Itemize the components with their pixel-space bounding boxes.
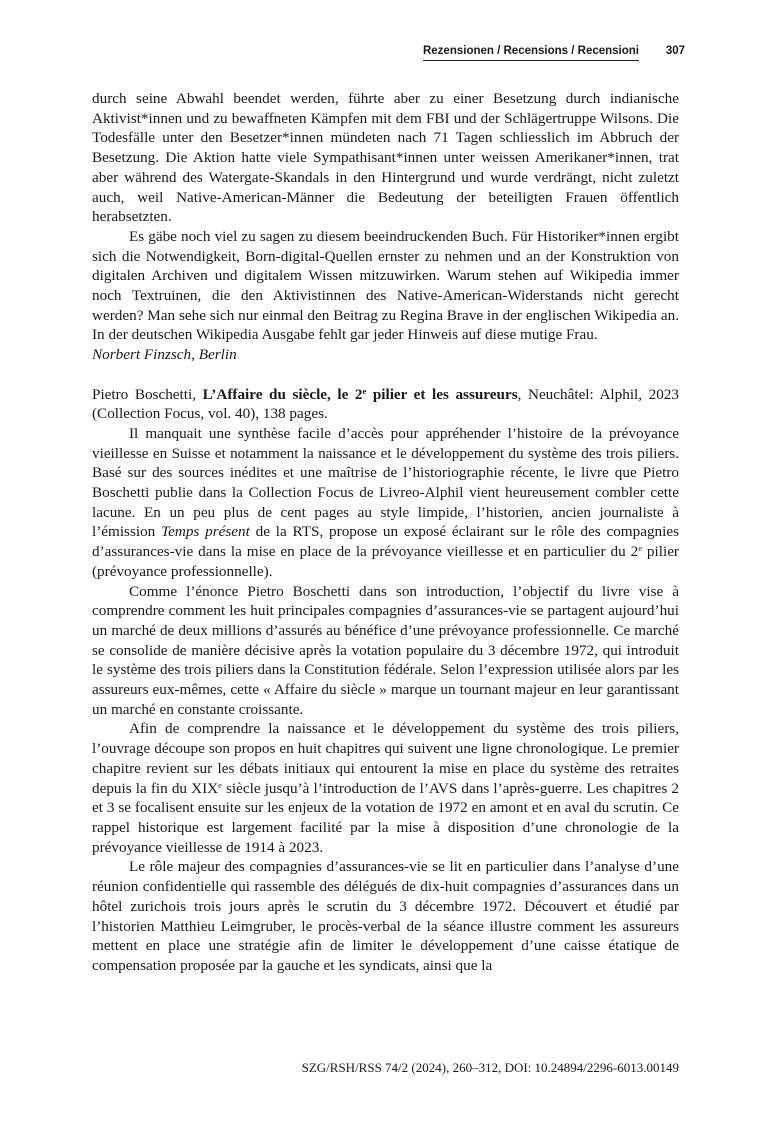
running-head [92, 45, 685, 67]
emission-title: Temps présent [161, 523, 250, 541]
journal-footer: SZG/RSH/RSS 74/2 (2024), 260–312, DOI: 10.24894/2296-6013.00149 [301, 1060, 679, 1075]
review2-paragraph-4: Le rôle majeur des compagnies d’assurances-vie se lit en particulier dans l’analyse d’une réunion confidentielle qui rassemble des délégués de dix-huit compagnies d’assurances dans un hôtel zurichois trois jours après le scrutin du 3 décembre 1972. Découvert et étudié par l’historien Matthieu Leimgruber, le procès-verbal de la séance illustre comment les assureurs mettent en place une stratégie afin de limiter le développement d’une caisse étatique de compensation proposée par la gauche et les syndicats, ainsi que la [92, 858, 679, 974]
section-title: Rezensionen / Recensions / Recensioni [423, 45, 639, 61]
book-author: Pietro Boschetti, [92, 385, 196, 403]
book-details: , Neuchâtel: Alphil, 2023 (Collection Focus, vol. 40), 138 pages. [92, 385, 679, 423]
review2-citation [92, 385, 679, 424]
page-number: 307 [665, 45, 685, 57]
review2-paragraph-2: Comme l’énonce Pietro Boschetti dans son introduction, l’objectif du livre vise à comprendre comment les huit principales compagnies d’assurances-vie se partagent aujourd’hui un marché de deux millions d’assurés au bénéfice d’une prévoyance professionnelle. Ce marché se consolide de manière décisive après la votation populaire du 3 décembre 1972, qui introduit le système des trois piliers dans la Constitution fédérale. Selon l’expression utilisée alors par les assureurs eux-mêmes, cette « Affaire du siècle » marque un tournant majeur en leur garantissant un marché en constante croissante. [92, 582, 679, 718]
review2-paragraph-1: Il manquait une synthèse facile d’accès pour appréhender l’histoire de la prévoyance vieillesse en Suisse et notamment la naissance et le développement du système des trois piliers. Basé sur des sources inédites et une maîtrise de l’historiographie récente, le livre que Pietro Boschetti publie dans la Collection Focus de Livreo-Alphil vient heureusement combler cette lacune. En un peu plus de cent pages au style limpide, l’historien, ancien journaliste à l’émission Temps présent de la RTS, propose un exposé éclairant sur le rôle des compagnies d’assurances-vie dans la mise en place de la prévoyance vieillesse et en particulier du 2e pilier (prévoyance professionnelle). [92, 424, 679, 580]
review1-paragraph-1: durch seine Abwahl beendet werden, führte aber zu einer Besetzung durch indianische Aktivist*innen und zu bewaffneten Kämpfen mit dem FBI und der Schlägertruppe Wilsons. Die Todesfälle unter den Besetzer*innen mündeten nach 71 Tagen schliesslich im Abbruch der Besetzung. Die Aktion hatte viele Sympathisant*innen unter weissen Amerikaner*innen, trat aber während des Watergate-Skandals in den Hintergrund und wurde verdrängt, nicht zuletzt auch, weil Native-American-Männer die Bedeutung der beteiligten Frauen öffentlich herabsetzten. [92, 90, 679, 226]
reviewer-signature: Norbert Finzsch, Berlin [92, 346, 237, 364]
book-title: L’Affaire du siècle, le 2e pilier et les assureurs [202, 385, 518, 403]
review1-paragraph-2: Es gäbe noch viel zu sagen zu diesem beeindruckenden Buch. Für Historiker*innen ergibt sich die Notwendigkeit, Born-digital-Quellen ernster zu nehmen und an der Konstruktion von digitalen Archiven und digitalem Wissen mitzuwirken. Warum stehen auf Wikipedia immer noch Textruinen, die den Aktivistinnen des Native-American-Widerstands nicht gerecht werden? Man sehe sich nur einmal den Beitrag zu Regina Brave in der englischen Wikipedia an. In der deutschen Wikipedia Ausgabe fehlt gar jeder Hinweis auf diese mutige Frau. [92, 227, 679, 344]
page-body [92, 89, 679, 976]
review2-paragraph-3: Afin de comprendre la naissance et le développement du système des trois piliers, l’ouvrage découpe son propos en huit chapitres qui suivent une ligne chronologique. Le premier chapitre revient sur les débats initiaux qui entourent la mise en place du système des retraites depuis la fin du XIXe siècle jusqu’à l’introduction de l’AVS dans l’après-guerre. Les chapitres 2 et 3 se focalisent ensuite sur les enjeux de la votation de 1972 en amont et en aval du scrutin. Ce rappel historique est largement facilité par la mise à disposition d’une chronologie de la prévoyance vieillesse de 1914 à 2023. [92, 720, 679, 856]
review-separator [92, 365, 679, 385]
